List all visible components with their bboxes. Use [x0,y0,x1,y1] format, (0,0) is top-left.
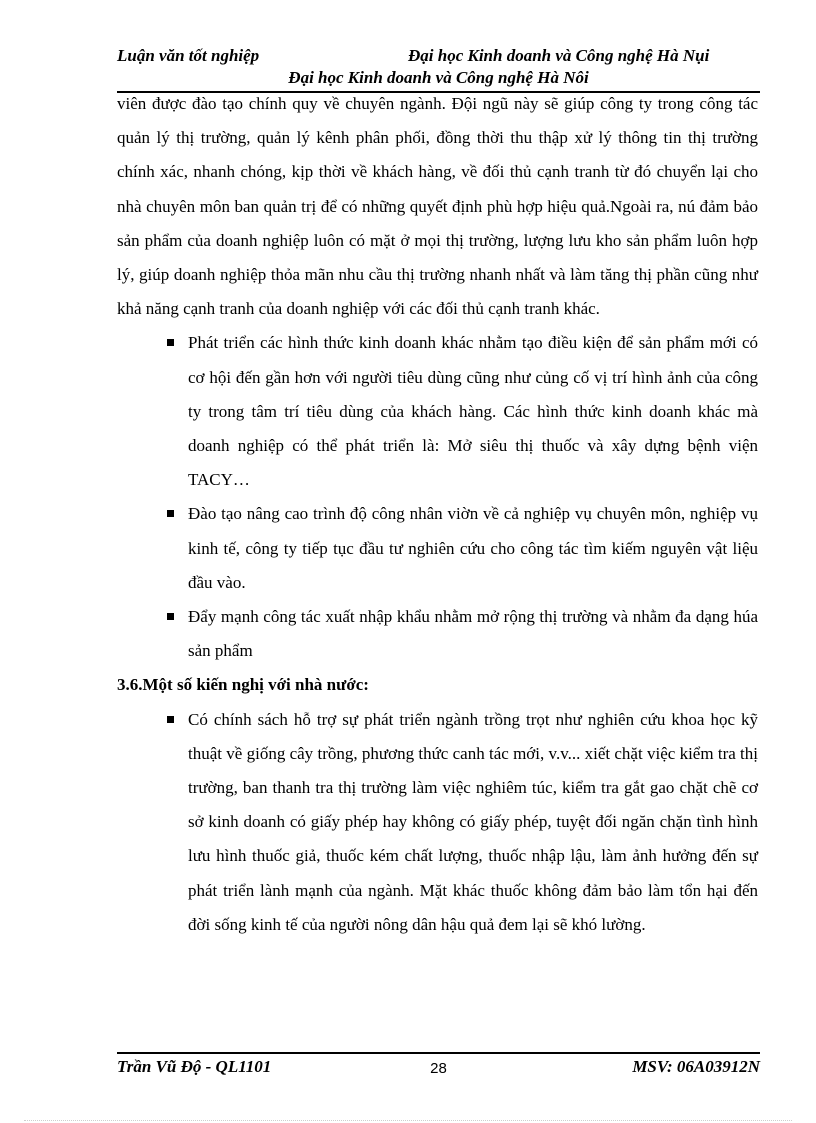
text-line: nhu cầu thị trường nhanh nhất và làm tăng thị phần cũng như khả năng cạnh tranh [117,265,759,319]
page-number: 28 [430,1060,447,1077]
text-line: mới có cơ hội đến gần hơn với người tiêu dùng cũng như củng cố vị trí [188,333,759,387]
header-university-name-centered: Đại học Kinh doanh và Công nghệ Hà Nôi [288,68,589,87]
state-recommendation-list [117,703,758,942]
text-line: chất lượng, thuốc nhập lậu, làm ảnh hưởng đến sự phát triển lành mạnh [188,846,758,900]
square-bullet-icon [167,339,174,346]
text-line: dạng húa sản phẩm [188,607,758,661]
text-line: nghiệp vụ kinh tế, công ty tiếp tục đầu tư nghiên cứu cho công tác tìm [188,504,758,558]
header-university-name: Đại học Kinh doanh và Công nghệ Hà Nụi [408,46,710,65]
text-line: công tác quản lý thị trường, quản lý kênh phân phối, đồng thời thu thập xử lý thông [117,94,759,148]
text-line: có giấy phép, tuyệt đối ngăn chặn tình hình lưu hình thuốc giả, thuốc kém [188,812,759,866]
page-footer [117,1057,760,1081]
text-line: của ngành. Mặt khác thuốc không đảm bảo làm tổn hại đến đời sống kinh [188,880,758,934]
text-line: viên được đào tạo chính quy về chuyên ngành. Đội ngũ này sẽ giúp công ty trong [117,94,694,113]
square-bullet-icon [167,613,174,620]
text-line: tranh từ đó chuyển lại cho nhà chuyên môn ban quản trị để có những quyết định [117,162,759,216]
text-line: chặt việc kiểm tra thị trường, ban thanh tra thị trường làm việc nghiêm [188,743,758,798]
text-line: kiếm nguyên vật liệu đầu vào. [188,538,759,592]
section-heading: 3.6.Một số kiến nghị với nhà nước: [117,675,369,695]
document-body [117,87,758,942]
footer-rule [117,1052,760,1054]
text-line: thức kinh doanh khác mà doanh nghiệp có thể phát triển là: Mở siêu thị [188,401,758,456]
square-bullet-icon [167,510,174,517]
text-line: tế của người nông dân hậu quả đem lại sẽ khó lường. [285,914,646,934]
text-line: Có chính sách hỗ trợ sự phát triển ngành trồng trọt như nghiên cứu khoa [188,709,705,729]
text-line: thuốc và xây dựng bệnh viện TACY… [188,436,759,490]
text-line: Đào tạo nâng cao trình độ công nhân viờn về cả nghiệp vụ chuyên môn, [188,504,686,524]
text-line: của doanh nghiệp với các đối thủ cạnh tranh khác. [258,299,600,319]
text-line: hình ảnh của công ty trong tâm trí tiêu dùng của khách hàng. Các hình [188,367,759,421]
page-edge-dotted-line [24,1120,792,1121]
text-line: học kỹ thuật về giống cây trồng, phương thức canh tác mới, v.v... xiết [188,709,759,763]
footer-author: Trần Vũ Độ - QL1101 [117,1057,272,1076]
list-item [117,703,758,942]
header-thesis-label: Luận văn tốt nghiệp [117,46,260,65]
list-item [117,600,758,668]
page-header [117,46,760,90]
footer-student-id: MSV: 06A03912N [632,1057,760,1076]
square-bullet-icon [167,716,174,723]
recommendation-list [117,326,758,668]
list-item [117,326,758,497]
text-line: Đẩy mạnh công tác xuất nhập khẩu nhằm mở rộng thị trường và nhằm đa [188,607,692,627]
text-line: túc, kiểm tra gắt gao chặt chẽ cơ sở kinh doanh có giấy phép hay không [188,778,758,832]
list-item [117,497,758,600]
text-line: tin thị trường chính xác, nhanh chóng, kịp thời về khách hàng, về đối thủ cạnh [117,128,758,182]
text-line: mọi thị trường, lượng lưu kho sản phẩm luôn hợp lý, giúp doanh nghiệp thỏa mãn [117,230,758,285]
intro-paragraph [117,87,758,326]
text-line: Phát triển các hình thức kinh doanh khác nhằm tạo điều kiện để sản phẩm [188,333,705,353]
text-line: phù hợp hiệu quả.Ngoài ra, nú đảm bảo sản phẩm của doanh nghiệp luôn có mặt ở [117,196,758,250]
